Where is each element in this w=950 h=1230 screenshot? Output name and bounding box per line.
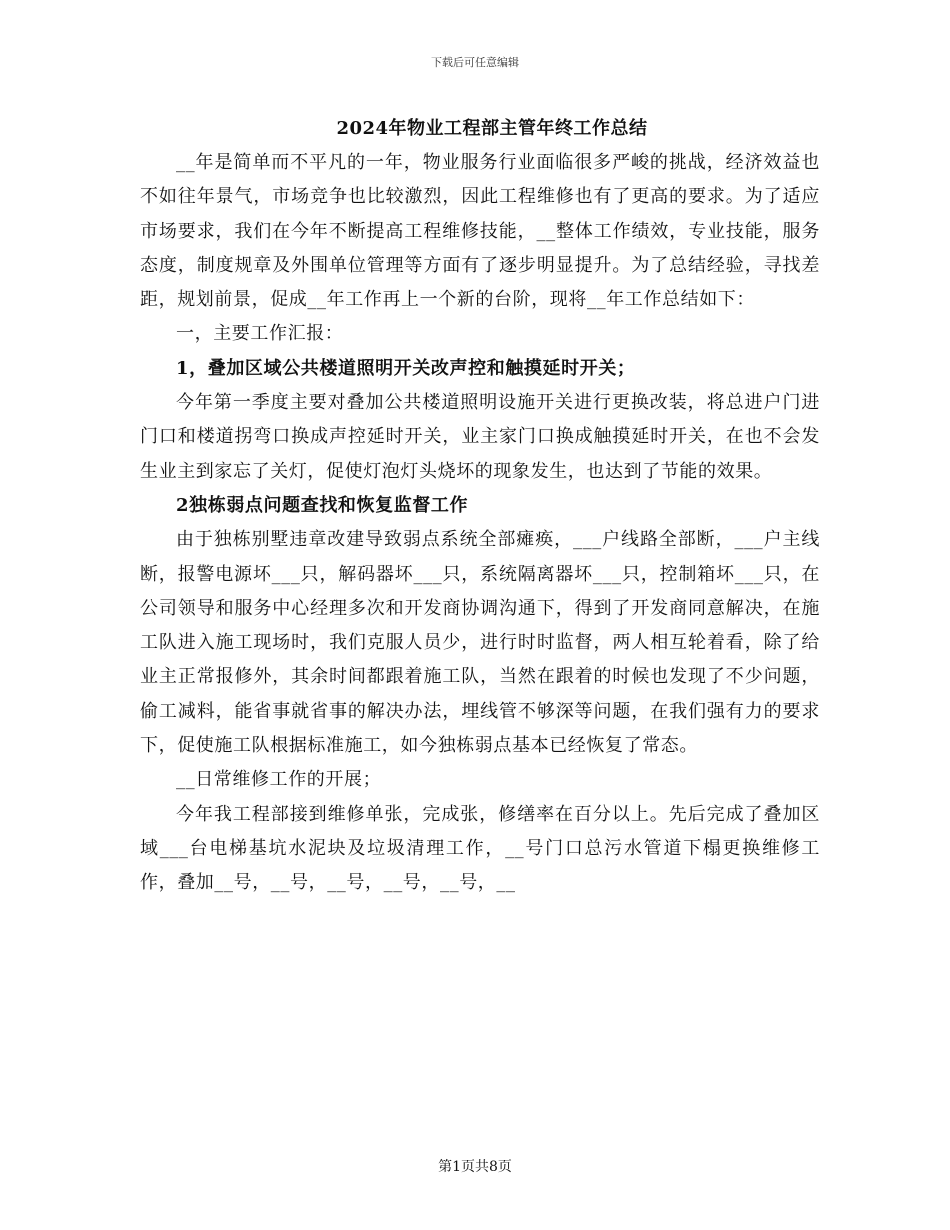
item2-paragraph: 由于独栋别墅违章改建导致弱点系统全部瘫痪，___户线路全部断，___户主线断，报警电源坏___只，解码器坏___只，系统隔离器坏___只，控制箱坏___只，在公司领导和服务中心经理多次和开发商协调沟通下，得到了开发商同意解决，在施工队进入施工现场时，我们克服人员少，进行时时监督，两人相互轮着看，除了给业主正常报修外，其余时间都跟着施工队，当然在跟着的时候也发现了不少问题，偷工减料，能省事就省事的解决办法，埋线管不够深等问题，在我们强有力的要求下，促使施工队根据标准施工，如今独栋弱点基本已经恢复了常态。 [140,529,820,757]
item1-heading: 1，叠加区域公共楼道照明开关改声控和触摸延时开关； [176,357,636,379]
page-number: 第1页共8页 [438,1159,512,1175]
intro-paragraph: __年是简单而不平凡的一年，物业服务行业面临很多严峻的挑战，经济效益也不如往年景气，市场竞争也比较激烈，因此工程维修也有了更高的要求。为了适应市场要求，我们在今年不断提高工程维修技能，__整体工作绩效，专业技能，服务态度，制度规章及外围单位管理等方面有了逐步明显提升。为了总结经验，寻找差距，规划前景，促成__年工作再上一个新的台阶，现将__年工作总结如下： [140,152,820,311]
item2-heading: 2独栋弱点问题查找和恢复监督工作 [176,494,469,516]
section1-heading: 一，主要工作汇报： [176,323,344,345]
page-title: 2024年物业工程部主管年终工作总结 [336,118,648,139]
item1-paragraph: 今年第一季度主要对叠加公共楼道照明设施开关进行更换改装，将总进户门进门口和楼道拐弯口换成声控延时开关，业主家门口换成触摸延时开关，在也不会发生业主到家忘了关灯，促使灯泡灯头烧坏的现象发生，也达到了节能的效果。 [140,392,820,482]
document-body [140,112,820,901]
item3-paragraph: 今年我工程部接到维修单张，完成张，修缮率在百分以上。先后完成了叠加区域___台电梯基坑水泥块及垃圾清理工作，__号门口总污水管道下榻更换维修工作，叠加__号，__号，__号，__号，__号，__ [140,803,820,894]
header-note: 下载后可任意编辑 [431,56,519,69]
item3-heading: __日常维修工作的开展； [176,769,382,791]
